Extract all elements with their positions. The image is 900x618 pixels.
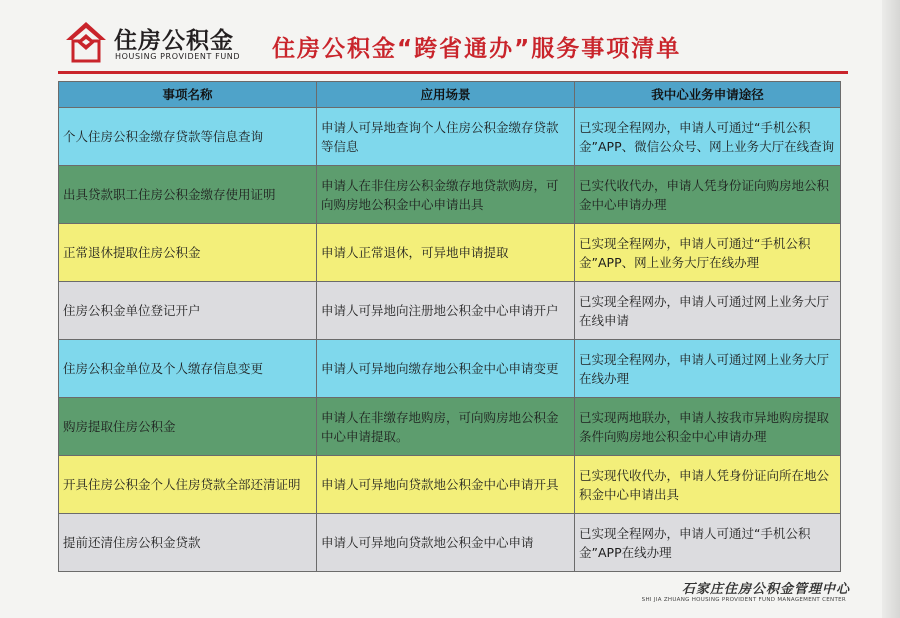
footer-signature bbox=[640, 578, 850, 608]
table-header-row bbox=[59, 82, 841, 108]
item-name-cell: 开具住房公积金个人住房贷款全部还清证明 bbox=[59, 456, 317, 514]
scenario-cell: 申请人正常退休，可异地申请提取 bbox=[317, 224, 575, 282]
channel-cell: 已实现全程网办，申请人可通过网上业务大厅在线申请 bbox=[575, 282, 841, 340]
scenario-cell: 申请人在非缴存地购房，可向购房地公积金中心申请提取。 bbox=[317, 398, 575, 456]
scenario-cell: 申请人可异地向贷款地公积金中心申请开具 bbox=[317, 456, 575, 514]
table-row bbox=[59, 340, 841, 398]
logo-text-en: HOUSING PROVIDENT FUND bbox=[115, 52, 241, 61]
service-table-container bbox=[58, 81, 840, 572]
item-name-cell: 出具贷款职工住房公积金缴存使用证明 bbox=[59, 166, 317, 224]
header-scenario: 应用场景 bbox=[317, 82, 575, 108]
item-name-cell: 购房提取住房公积金 bbox=[59, 398, 317, 456]
item-name-cell: 个人住房公积金缴存贷款等信息查询 bbox=[59, 108, 317, 166]
scenario-cell: 申请人在非住房公积金缴存地贷款购房，可向购房地公积金中心申请出具 bbox=[317, 166, 575, 224]
table-row bbox=[59, 456, 841, 514]
channel-cell: 已实现全程网办，申请人可通过“手机公积金”APP、微信公众号、网上业务大厅在线查询 bbox=[575, 108, 841, 166]
table-row bbox=[59, 166, 841, 224]
item-name-cell: 住房公积金单位登记开户 bbox=[59, 282, 317, 340]
table-row bbox=[59, 514, 841, 572]
logo bbox=[64, 20, 264, 70]
table-row bbox=[59, 108, 841, 166]
footer-org-name-en: SHI JIA ZHUANG HOUSING PROVIDENT FUND MANAGEMENT CENTER bbox=[641, 597, 846, 603]
scenario-cell: 申请人可异地向贷款地公积金中心申请 bbox=[317, 514, 575, 572]
table-row bbox=[59, 282, 841, 340]
page-edge bbox=[882, 0, 900, 618]
service-table bbox=[58, 81, 841, 572]
header-channel: 我中心业务申请途径 bbox=[575, 82, 841, 108]
channel-cell: 已实代收代办，申请人凭身份证向购房地公积金中心申请办理 bbox=[575, 166, 841, 224]
house-icon bbox=[64, 20, 108, 64]
channel-cell: 已实现全程网办，申请人可通过“手机公积金”APP在线办理 bbox=[575, 514, 841, 572]
page-header bbox=[58, 14, 848, 72]
scenario-cell: 申请人可异地查询个人住房公积金缴存贷款等信息 bbox=[317, 108, 575, 166]
channel-cell: 已实现两地联办，申请人按我市异地购房提取条件向购房地公积金中心申请办理 bbox=[575, 398, 841, 456]
channel-cell: 已实现全程网办，申请人可通过网上业务大厅在线办理 bbox=[575, 340, 841, 398]
table-row bbox=[59, 398, 841, 456]
channel-cell: 已实现全程网办，申请人可通过“手机公积金”APP、网上业务大厅在线办理 bbox=[575, 224, 841, 282]
title-divider bbox=[58, 71, 848, 74]
item-name-cell: 住房公积金单位及个人缴存信息变更 bbox=[59, 340, 317, 398]
page-title: 住房公积金“跨省通办”服务事项清单 bbox=[272, 36, 682, 62]
scenario-cell: 申请人可异地向缴存地公积金中心申请变更 bbox=[317, 340, 575, 398]
header-item-name: 事项名称 bbox=[59, 82, 317, 108]
footer-org-name: 石家庄住房公积金管理中心 bbox=[681, 582, 850, 597]
item-name-cell: 正常退休提取住房公积金 bbox=[59, 224, 317, 282]
logo-text-cn: 住房公积金 bbox=[114, 28, 234, 54]
channel-cell: 已实现代收代办，申请人凭身份证向所在地公积金中心申请出具 bbox=[575, 456, 841, 514]
item-name-cell: 提前还清住房公积金贷款 bbox=[59, 514, 317, 572]
scenario-cell: 申请人可异地向注册地公积金中心申请开户 bbox=[317, 282, 575, 340]
table-row bbox=[59, 224, 841, 282]
